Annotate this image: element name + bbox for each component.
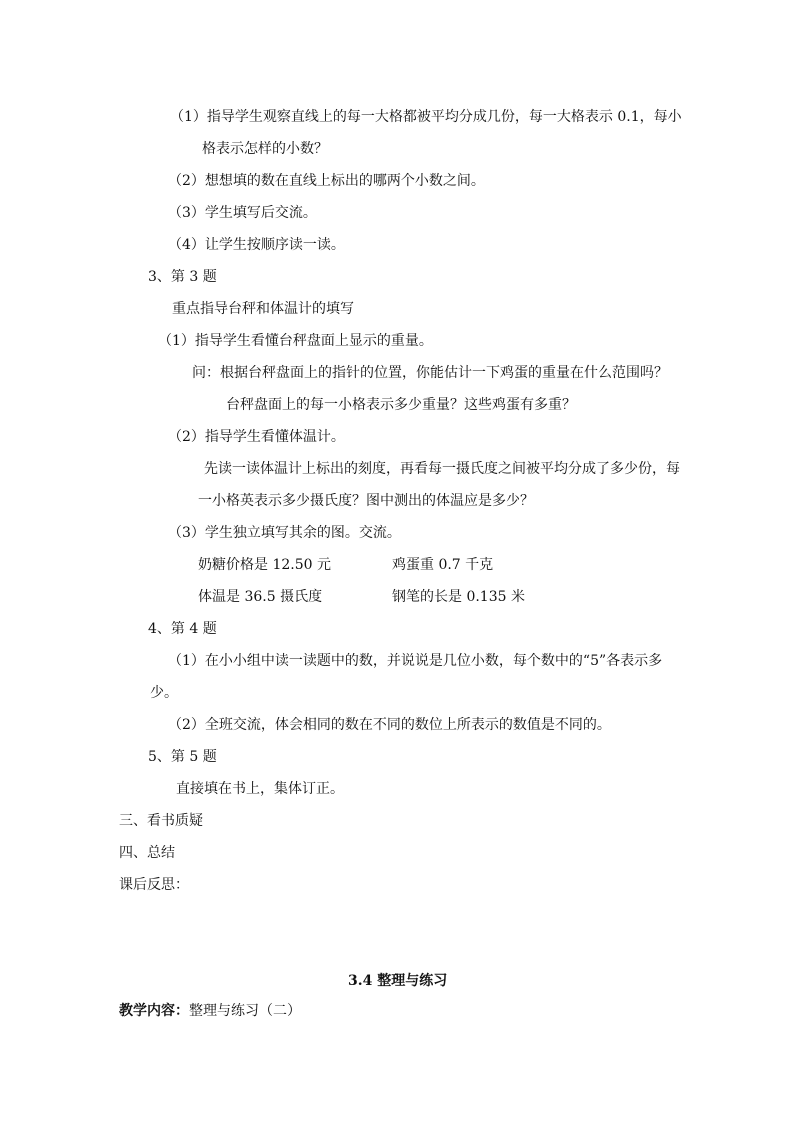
exercise-3-question-cont: 台秤盘面上的每一小格表示多少重量？这些鸡蛋有多重？ <box>226 397 576 413</box>
exercise-3-step-3: （3）学生独立填写其余的图。交流。 <box>168 525 401 541</box>
step-1-line-1: （1）指导学生观察直线上的每一大格都被平均分成几份，每一大格表示 0.1，每小 <box>170 109 682 125</box>
exercise-3-question: 问：根据台秤盘面上的指针的位置，你能估计一下鸡蛋的重量在什么范围吗？ <box>192 365 668 381</box>
reflection-label: 课后反思： <box>119 877 189 893</box>
exercise-5-instruction: 直接填在书上，集体订正。 <box>176 781 344 797</box>
teaching-content-line <box>119 1001 301 1021</box>
section-three-heading: 三、看书质疑 <box>119 813 203 829</box>
answer-body-temperature: 体温是 36.5 摄氏度 <box>198 589 323 605</box>
section-four-heading: 四、总结 <box>119 845 175 861</box>
exercise-3-step-1: （1）指导学生看懂台秤盘面上显示的重量。 <box>158 333 433 349</box>
exercise-5-heading: 5、第 5 题 <box>148 749 217 765</box>
exercise-4-step-1: （1）在小小组中读一读题中的数，并说说是几位小数，每个数中的“5”各表示多 <box>168 653 663 669</box>
step-1-line-2: 格表示怎样的小数？ <box>202 141 328 157</box>
exercise-4-step-2: （2）全班交流，体会相同的数在不同的数位上所表示的数值是不同的。 <box>168 717 611 733</box>
exercise-3-heading: 3、第 3 题 <box>148 269 217 285</box>
exercise-3-focus: 重点指导台秤和体温计的填写 <box>172 301 354 317</box>
teaching-content-label: 教学内容： <box>119 1003 189 1019</box>
teaching-content-value: 整理与练习（二） <box>189 1003 301 1019</box>
exercise-3-step-2-detail-cont: 一小格英表示多少摄氏度？图中测出的体温应是多少？ <box>198 493 534 509</box>
exercise-4-heading: 4、第 4 题 <box>148 621 217 637</box>
lesson-section-title: 3.4 整理与练习 <box>348 973 448 989</box>
step-3: （3）学生填写后交流。 <box>168 205 317 221</box>
step-4: （4）让学生按顺序读一读。 <box>168 237 345 253</box>
exercise-3-step-2-detail: 先读一读体温计上标出的刻度，再看每一摄氏度之间被平均分成了多少份，每 <box>204 461 680 477</box>
answer-egg-weight: 鸡蛋重 0.7 千克 <box>392 557 494 573</box>
step-2: （2）想想填的数在直线上标出的哪两个小数之间。 <box>168 173 485 189</box>
answer-candy-price: 奶糖价格是 12.50 元 <box>198 557 331 573</box>
exercise-3-step-2: （2）指导学生看懂体温计。 <box>168 429 345 445</box>
answer-pen-length: 钢笔的长是 0.135 米 <box>392 589 525 605</box>
exercise-4-step-1-cont: 少。 <box>150 685 178 701</box>
